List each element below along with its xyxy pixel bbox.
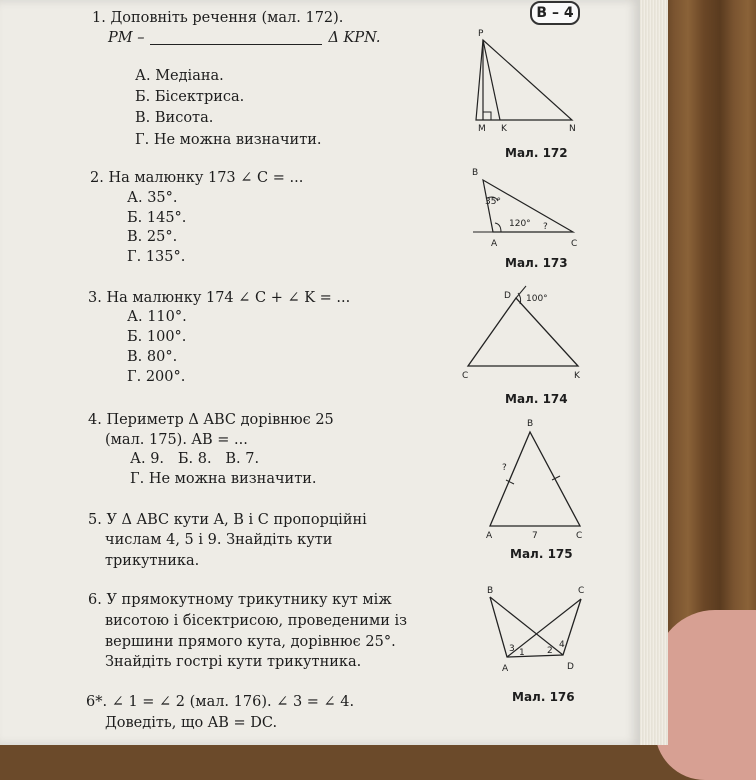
- question-5-line-1: 5. У Δ ABC кути A, B і C пропорційні: [88, 512, 367, 528]
- label-question: ?: [502, 463, 507, 473]
- q4-option-d: Г. Не можна визначити.: [130, 471, 317, 487]
- q3-option-d: Г. 200°.: [127, 369, 186, 385]
- label-a: A: [486, 531, 493, 541]
- q2-option-d: Г. 135°.: [127, 249, 186, 265]
- label-b: B: [472, 168, 479, 178]
- q1-option-a: А. Медіана.: [135, 68, 224, 84]
- q1-option-d: Г. Не можна визначити.: [135, 132, 322, 148]
- quadrilateral-path: [490, 597, 581, 657]
- question-6-line-3: вершини прямого кута, дорівнює 25°.: [105, 634, 396, 650]
- label-b: B: [527, 419, 534, 429]
- label-35: 35°: [485, 197, 501, 207]
- figure-176: [485, 585, 595, 680]
- question-2-title: 2. На малюнку 173 ∠ C = ...: [90, 170, 304, 186]
- hand: [655, 610, 756, 780]
- label-b: B: [487, 586, 494, 596]
- question-1-title: 1. Доповніть речення (мал. 172).: [92, 10, 344, 26]
- caption-173: Мал. 173: [505, 256, 568, 270]
- angle-a-arc: [495, 223, 501, 232]
- label-1: 1: [519, 648, 525, 658]
- label-m: M: [478, 124, 486, 134]
- extension-line: [516, 286, 526, 298]
- figure-174: [460, 290, 590, 385]
- label-c: C: [576, 531, 583, 541]
- q2-option-c: В. 25°.: [127, 229, 178, 245]
- label-2: 2: [547, 646, 553, 656]
- figure-175: [478, 418, 593, 543]
- label-c: C: [571, 239, 578, 249]
- label-n: N: [569, 124, 576, 134]
- caption-174: Мал. 174: [505, 392, 568, 406]
- question-4-line-1: 4. Периметр Δ ABC дорівнює 25: [88, 412, 334, 428]
- q2-option-b: Б. 145°.: [127, 210, 187, 226]
- label-question: ?: [543, 222, 548, 232]
- question-1-tail: Δ KPN.: [328, 30, 381, 46]
- question-5-line-3: трикутника.: [105, 553, 200, 569]
- caption-176: Мал. 176: [512, 690, 575, 704]
- q1-option-c: В. Висота.: [135, 110, 214, 126]
- question-1-sentence: [108, 28, 381, 49]
- question-1-lead: PM –: [108, 30, 145, 46]
- q1-option-b: Б. Бісектриса.: [135, 89, 245, 105]
- figure-172: [470, 28, 590, 138]
- label-100: 100°: [526, 294, 548, 304]
- label-d: D: [567, 662, 574, 672]
- question-6-line-4: Знайдіть гострі кути трикутника.: [105, 654, 362, 670]
- question-6star-line-2: Доведіть, що AB = DC.: [105, 715, 278, 731]
- q3-option-b: Б. 100°.: [127, 329, 187, 345]
- variant-badge: В – 4: [530, 1, 580, 25]
- label-4: 4: [559, 640, 565, 650]
- label-7: 7: [532, 531, 538, 541]
- label-a: A: [491, 239, 498, 249]
- triangle-dck: [468, 298, 578, 366]
- triangle-kpn: [476, 40, 572, 120]
- label-c: C: [462, 371, 469, 381]
- caption-172: Мал. 172: [505, 146, 568, 160]
- q2-option-a: А. 35°.: [127, 190, 178, 206]
- label-120: 120°: [509, 219, 531, 229]
- q4-options-row: А. 9. Б. 8. В. 7.: [130, 451, 260, 467]
- q3-option-c: В. 80°.: [127, 349, 178, 365]
- label-d: D: [504, 291, 511, 301]
- question-4-line-2: (мал. 175). AB = ...: [105, 432, 248, 448]
- triangle-abc: [490, 432, 580, 526]
- answer-blank: [150, 32, 322, 45]
- question-5-line-2: числам 4, 5 і 9. Знайдіть кути: [105, 532, 333, 548]
- label-a: A: [502, 664, 509, 674]
- question-6star-line-1: 6*. ∠ 1 = ∠ 2 (мал. 176). ∠ 3 = ∠ 4.: [86, 694, 355, 710]
- label-k: K: [501, 124, 507, 134]
- figure-173: [465, 168, 590, 253]
- segment-pk: [483, 40, 500, 120]
- question-6-line-2: висотою і бісектрисою, проведеними із: [105, 613, 408, 629]
- q3-option-a: А. 110°.: [127, 309, 187, 325]
- question-6-line-1: 6. У прямокутному трикутнику кут між: [88, 592, 392, 608]
- label-3: 3: [509, 644, 515, 654]
- label-p: P: [478, 29, 484, 39]
- label-c: C: [578, 586, 585, 596]
- label-k: K: [574, 371, 580, 381]
- caption-175: Мал. 175: [510, 547, 573, 561]
- question-3-title: 3. На малюнку 174 ∠ C + ∠ K = ...: [88, 290, 351, 306]
- right-angle-mark: [483, 112, 491, 120]
